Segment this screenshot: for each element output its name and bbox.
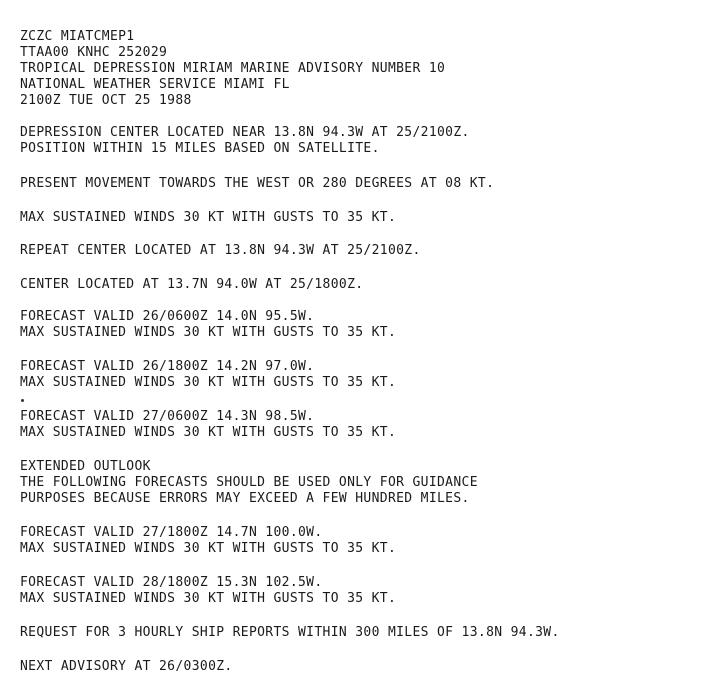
extended-forecast-winds: MAX SUSTAINED WINDS 30 KT WITH GUSTS TO 35 KT. bbox=[20, 541, 397, 556]
forecast-valid: FORECAST VALID 26/0600Z 14.0N 95.5W. bbox=[20, 309, 315, 324]
repeat-center: REPEAT CENTER LOCATED AT 13.8N 94.3W AT 25/2100Z. bbox=[20, 243, 421, 258]
center-location: DEPRESSION CENTER LOCATED NEAR 13.8N 94.3W AT 25/2100Z. bbox=[20, 125, 470, 140]
ship-report-request: REQUEST FOR 3 HOURLY SHIP REPORTS WITHIN 300 MILES OF 13.8N 94.3W. bbox=[20, 625, 560, 640]
max-winds: MAX SUSTAINED WINDS 30 KT WITH GUSTS TO 35 KT. bbox=[20, 210, 397, 225]
extended-forecast-winds: MAX SUSTAINED WINDS 30 KT WITH GUSTS TO 35 KT. bbox=[20, 591, 397, 606]
extended-outlook-heading: EXTENDED OUTLOOK bbox=[20, 459, 151, 474]
header-wmo-id: TTAA00 KNHC 252029 bbox=[20, 45, 168, 60]
previous-center: CENTER LOCATED AT 13.7N 94.0W AT 25/1800Z. bbox=[20, 277, 364, 292]
forecast-valid: FORECAST VALID 26/1800Z 14.2N 97.0W. bbox=[20, 359, 315, 374]
present-movement: PRESENT MOVEMENT TOWARDS THE WEST OR 280 DEGREES AT 08 KT. bbox=[20, 176, 495, 191]
position-accuracy: POSITION WITHIN 15 MILES BASED ON SATELLITE. bbox=[20, 141, 380, 156]
forecast-winds: MAX SUSTAINED WINDS 30 KT WITH GUSTS TO 35 KT. bbox=[20, 425, 397, 440]
extended-forecast-valid: FORECAST VALID 28/1800Z 15.3N 102.5W. bbox=[20, 575, 323, 590]
outlook-disclaimer: THE FOLLOWING FORECASTS SHOULD BE USED ONLY FOR GUIDANCE bbox=[20, 475, 478, 490]
header-issue-time: 2100Z TUE OCT 25 1988 bbox=[20, 93, 192, 108]
header-bulletin-id: ZCZC MIATCMEP1 bbox=[20, 29, 135, 44]
extended-forecast-valid: FORECAST VALID 27/1800Z 14.7N 100.0W. bbox=[20, 525, 323, 540]
forecast-winds: MAX SUSTAINED WINDS 30 KT WITH GUSTS TO 35 KT. bbox=[20, 375, 397, 390]
stray-dot-mark bbox=[21, 399, 24, 402]
outlook-disclaimer: PURPOSES BECAUSE ERRORS MAY EXCEED A FEW HUNDRED MILES. bbox=[20, 491, 470, 506]
header-office: NATIONAL WEATHER SERVICE MIAMI FL bbox=[20, 77, 290, 92]
header-title: TROPICAL DEPRESSION MIRIAM MARINE ADVISORY NUMBER 10 bbox=[20, 61, 446, 76]
forecast-valid: FORECAST VALID 27/0600Z 14.3N 98.5W. bbox=[20, 409, 315, 424]
next-advisory: NEXT ADVISORY AT 26/0300Z. bbox=[20, 659, 233, 674]
forecast-winds: MAX SUSTAINED WINDS 30 KT WITH GUSTS TO 35 KT. bbox=[20, 325, 397, 340]
